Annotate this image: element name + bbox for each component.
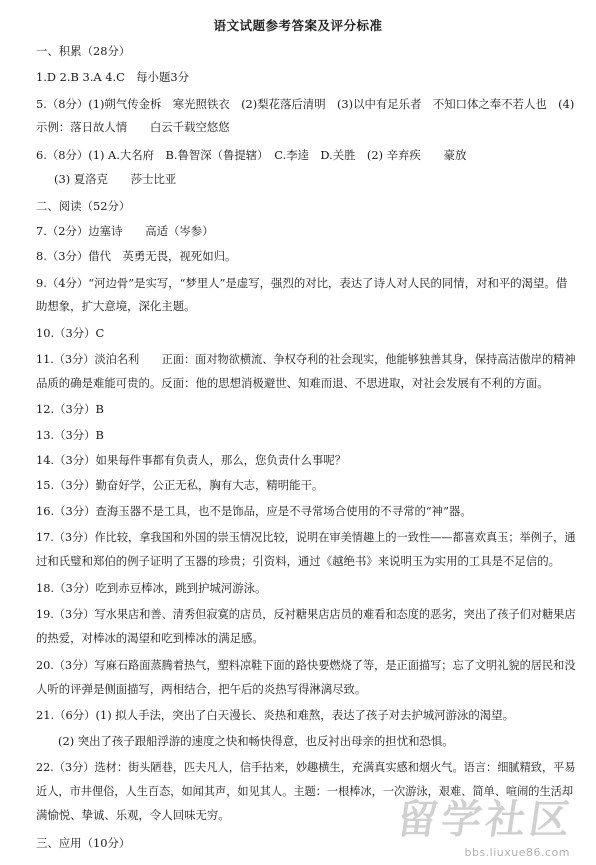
- answer-line: 13.（3分）B: [36, 428, 104, 442]
- answer-line: 助想象，扩大意境，深化主题。: [36, 299, 196, 313]
- section-heading: 一、积累（28分）: [36, 44, 131, 58]
- answer-line: 18.（3分）吃到赤豆棒冰，跳到护城河游泳。: [36, 581, 267, 595]
- answer-line: 20.（3分）写麻石路面蒸腾着热气，塑料凉鞋下面的路快要燃烧了等，是正面描写；忘了文明礼貌的居民和没: [36, 659, 576, 672]
- answer-line: 11.（3分）淡泊名利 正面：面对物欲横流、争权夺利的社会现实，他能够独善其身，保持高洁傲岸的精神: [36, 353, 576, 366]
- answer-line: 近人，市井俚俗，人生百态，如闻其声，如见其人。主题：一根棒冰，一次游泳，艰难、简单、喧闹的生活却: [36, 785, 574, 798]
- answer-line: 过和氏璧和郑伯的例子证明了玉器的珍贵；引资料，通过《越绝书》来说明玉为实用的工具是不足信的。: [36, 554, 560, 568]
- answer-line: 12.（3分）B: [36, 402, 104, 416]
- answer-line: 满愉悦、挚诚、乐观，令人回味无穷。: [36, 808, 230, 822]
- answer-line: 15.（3分）勤奋好学，公正无私，胸有大志，精明能干。: [36, 478, 324, 492]
- answer-line: 21.（6分）(1) 拟人手法，突出了白天漫长、炎热和难熬，表达了孩子对去护城河游泳的渴望。: [36, 708, 514, 722]
- answer-line: 14.（3分）如果每件事都有负责人，那么，您负责什么事呢？: [36, 453, 347, 467]
- answer-line: 8.（3分）借代 英勇无畏，视死如归。: [36, 249, 237, 263]
- answer-line: 的热爱，对棒冰的渴望和吃到棒冰的满足感。: [36, 631, 264, 645]
- answer-line: 19.（3分）写水果店和善、清秀但寂寞的店员，反衬糖果店店员的难看和态度的恶劣，突出了孩子们对糖果店: [36, 608, 576, 621]
- watermark-logo: 留学社区: [394, 797, 577, 843]
- answer-line: 17.（3分）作比较，拿我国和外国的崇玉情况比较，说明在审美情趣上的一致性——都喜欢真玉；举例子，通: [36, 531, 576, 544]
- section-heading: 二、阅读（52分）: [36, 199, 131, 213]
- answer-line: 示例：落日故人情 白云千载空悠悠: [36, 120, 230, 134]
- answer-line: 16.（3分）查海玉器不是工具，也不是饰品，应是不寻常场合使用的不寻常的“神”器。: [36, 504, 472, 518]
- answer-line: 5.（8分）(1)朔气传金柝 寒光照铁衣 (2)梨花落后清明 (3)以中有足乐者 不知口体之奉不若人也 (4): [36, 97, 575, 111]
- section-heading: 三、应用（10分）: [36, 836, 131, 850]
- answer-line: 9.（4分）“河边骨”是实写，“梦里人”是虚写，强烈的对比，表达了诗人对人民的同情，对和平的渴望。借: [36, 276, 568, 290]
- answer-line: 6.（8分）(1) A.大名府 B.鲁智深（鲁提辖） C.李逵 D.关胜 (2) 辛弃疾 豪放: [36, 148, 467, 162]
- answer-line: (3) 夏洛克 莎士比亚: [54, 172, 177, 186]
- page-title: 语文试题参考答案及评分标准: [213, 18, 383, 33]
- answer-line: 22.（3分）选材：街头陋巷，匹夫凡人，信手拈来，妙趣横生，充满真实感和烟火气。语言：细腻精致，平易: [36, 761, 576, 774]
- answer-line: 1.D 2.B 3.A 4.C 每小题3分: [36, 70, 189, 84]
- watermark-url: bbs.liuxue86.com: [464, 846, 570, 859]
- answer-line: 7.（2分）边塞诗 高适（岑参）: [36, 224, 214, 238]
- answer-line: 品质的确是难能可贵的。反面：他的思想消极避世、知难而退、不思进取，对社会发展有不利的方面。: [36, 376, 549, 390]
- answer-line: 人听的评弹是侧面描写，两相结合，把午后的炎热写得淋漓尽致。: [36, 682, 367, 696]
- answer-line: (2) 突出了孩子跟船浮游的速度之快和畅快得意，也反衬出母亲的担忧和恐惧。: [58, 734, 454, 748]
- answer-line: 10.（3分）C: [36, 326, 105, 340]
